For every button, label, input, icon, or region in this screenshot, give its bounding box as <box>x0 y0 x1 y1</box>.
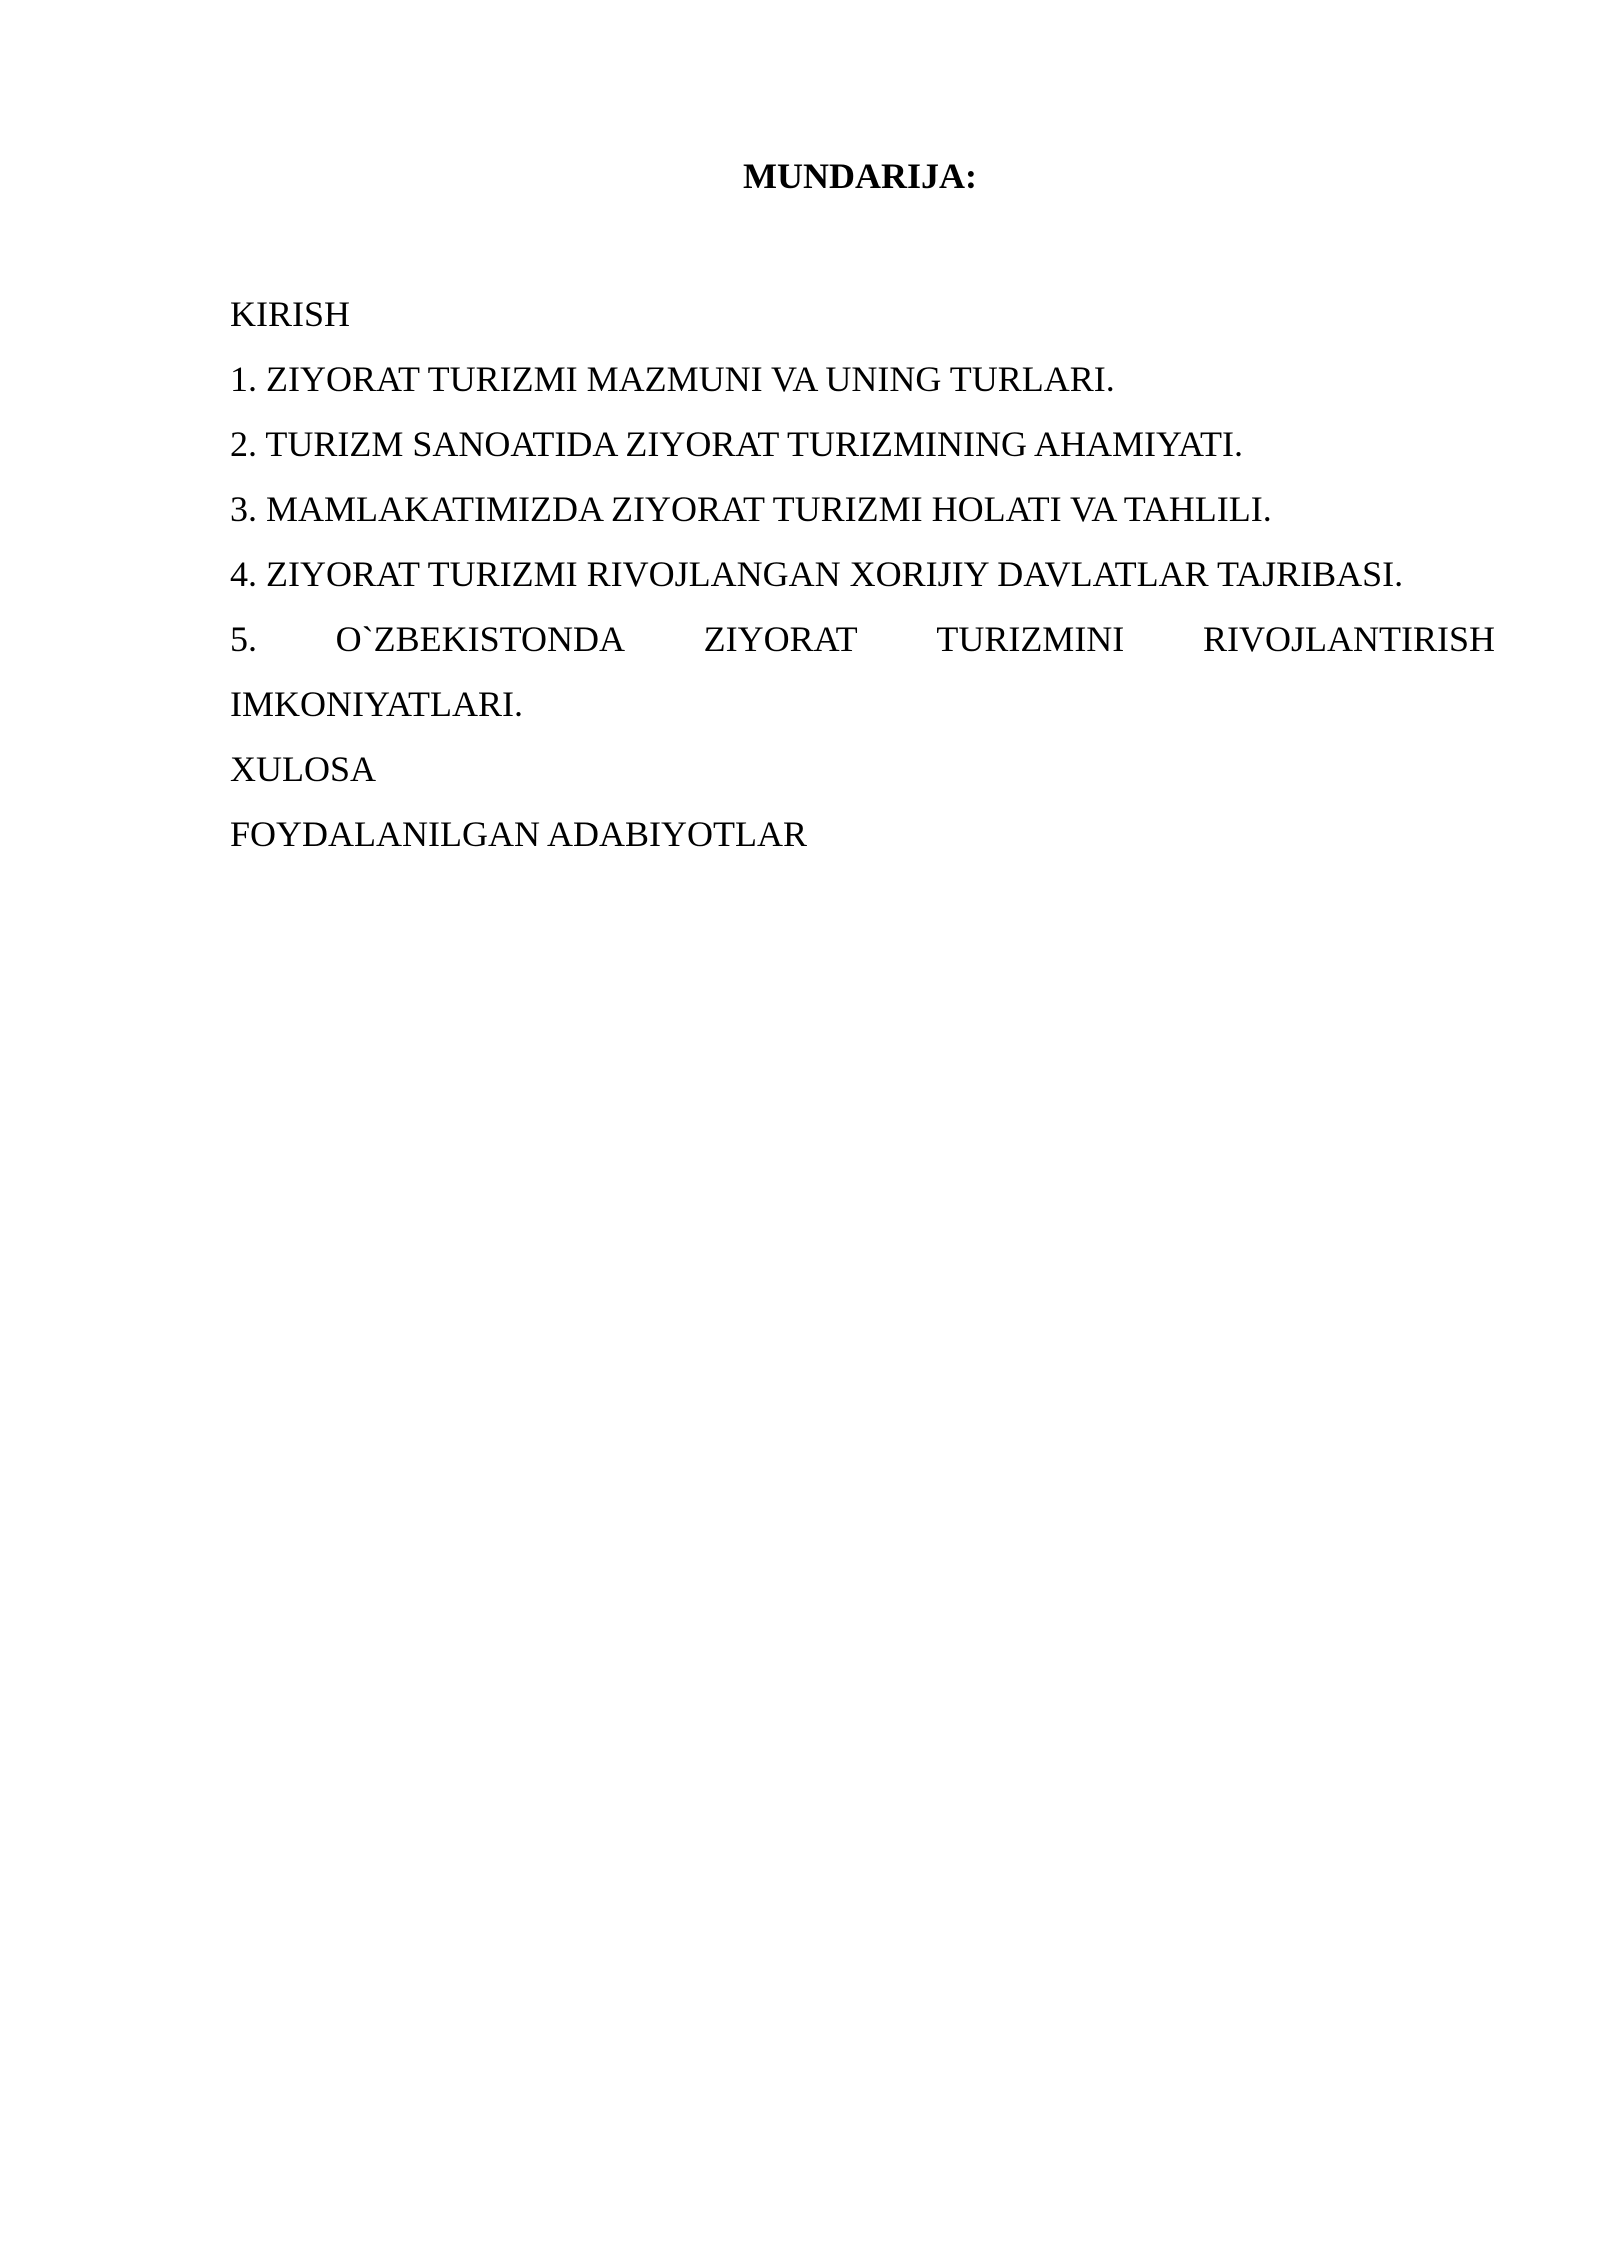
toc-item-5-word: 5. <box>230 619 257 659</box>
toc-item-1: 1. ZIYORAT TURIZMI MAZMUNI VA UNING TURLARI. <box>230 359 1115 399</box>
toc-item-5-word: RIVOJLANTIRISH <box>1202 619 1495 659</box>
page-title: MUNDARIJA: <box>743 156 977 196</box>
toc-item-conclusion: XULOSA <box>230 749 377 789</box>
toc-item-5-word: O`ZBEKISTONDA <box>335 619 625 659</box>
toc-item-5-word: ZIYORAT <box>703 619 858 659</box>
toc-item-5-word: TURIZMINI <box>936 619 1125 659</box>
toc-item-references: FOYDALANILGAN ADABIYOTLAR <box>230 814 807 854</box>
toc-item-5-line-2: IMKONIYATLARI. <box>230 684 523 724</box>
toc-item-intro: KIRISH <box>230 294 351 334</box>
toc-item-2: 2. TURIZM SANOATIDA ZIYORAT TURIZMINING AHAMIYATI. <box>230 424 1243 464</box>
toc-item-4: 4. ZIYORAT TURIZMI RIVOJLANGAN XORIJIY DAVLATLAR TAJRIBASI. <box>230 554 1404 594</box>
table-of-contents <box>230 282 1495 867</box>
toc-item-3: 3. MAMLAKATIMIZDA ZIYORAT TURIZMI HOLATI VA TAHLILI. <box>230 489 1272 529</box>
toc-item-5-line-1 <box>230 607 1495 672</box>
